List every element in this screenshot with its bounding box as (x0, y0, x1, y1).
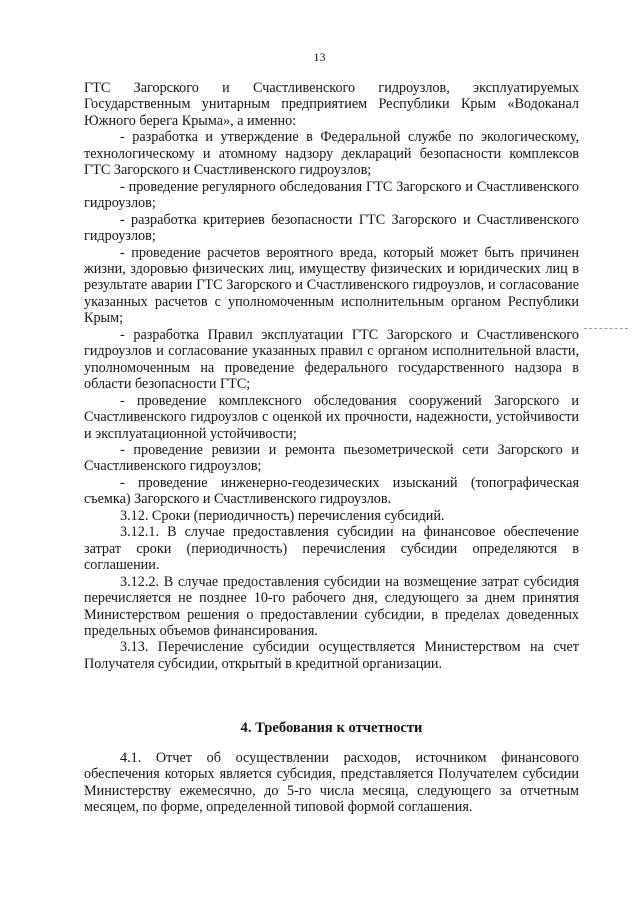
clause-3-12-1: 3.12.1. В случае предоставления субсидии на финансовое обеспечение затрат сроки (периодичность) перечисления субсидии определяются в соглашении. (84, 524, 579, 574)
clause-3-12-2: 3.12.2. В случае предоставления субсидии на возмещение затрат субсидия перечисляется не позднее 10-го рабочего дня, следующего за днем принятия Министерством решения о предоставлении субсидии, в пределах доведенных предельных объемов финансирования. (84, 573, 579, 639)
section-heading: 4. Требования к отчетности (240, 720, 423, 736)
list-item: - проведение ревизии и ремонта пьезометрической сети Загорского и Счастливенского гидроузлов; (84, 441, 579, 475)
list-item: - проведение расчетов вероятного вреда, который может быть причинен жизни, здоровью физических лиц, имуществу физических и юридических лиц в результате аварии ГТС Загорского и Счастливенского гидроузлов, и согласование указанных расчетов с уполномоченным исполнительным органом Республики Крым; (84, 244, 579, 327)
list-item: - проведение инженерно-геодезических изысканий (топографическая съемка) Загорского и Счастливенского гидроузлов. (84, 474, 579, 508)
clause-4-1: 4.1. Отчет об осуществлении расходов, источником финансового обеспечения которых является субсидия, представляется Получателем субсидии Министерству ежемесячно, до 5-го числа месяца, следующего за отчетным месяцем, по форме, определенной типовой формой соглашения. (84, 750, 579, 816)
section-body (84, 750, 579, 816)
list-item: - проведение комплексного обследования сооружений Загорского и Счастливенского гидроузлов с оценкой их прочности, надежности, устойчивости и эксплуатационной устойчивости; (84, 392, 579, 442)
list-item: - разработка Правил эксплуатации ГТС Загорского и Счастливенского гидроузлов и согласование указанных правил с органом исполнительной власти, уполномоченным на проведение федерального государственного надзора в области безопасности ГТС; (84, 326, 579, 393)
scan-artifact-line (584, 328, 628, 330)
list-item: - проведение регулярного обследования ГТС Загорского и Счастливенского гидроузлов; (84, 178, 579, 212)
clause-3-12: 3.12. Сроки (периодичность) перечисления субсидий. (120, 507, 445, 524)
paragraph: ГТС Загорского и Счастливенского гидроузлов, эксплуатируемых Государственным унитарным предприятием Республики Крым «Водоканал Южного берега Крыма», а именно: (84, 80, 579, 129)
list-item: - разработка критериев безопасности ГТС Загорского и Счастливенского гидроузлов; (84, 211, 579, 245)
body-text (84, 80, 579, 672)
list-item: - разработка и утверждение в Федеральной службе по экологическому, технологическому и атомному надзору деклараций безопасности комплексов ГТС Загорского и Счастливенского гидроузлов; (84, 129, 579, 179)
clause-3-13: 3.13. Перечисление субсидии осуществляется Министерством на счет Получателя субсидии, открытый в кредитной организации. (84, 639, 579, 672)
page-number: 13 (313, 50, 326, 64)
